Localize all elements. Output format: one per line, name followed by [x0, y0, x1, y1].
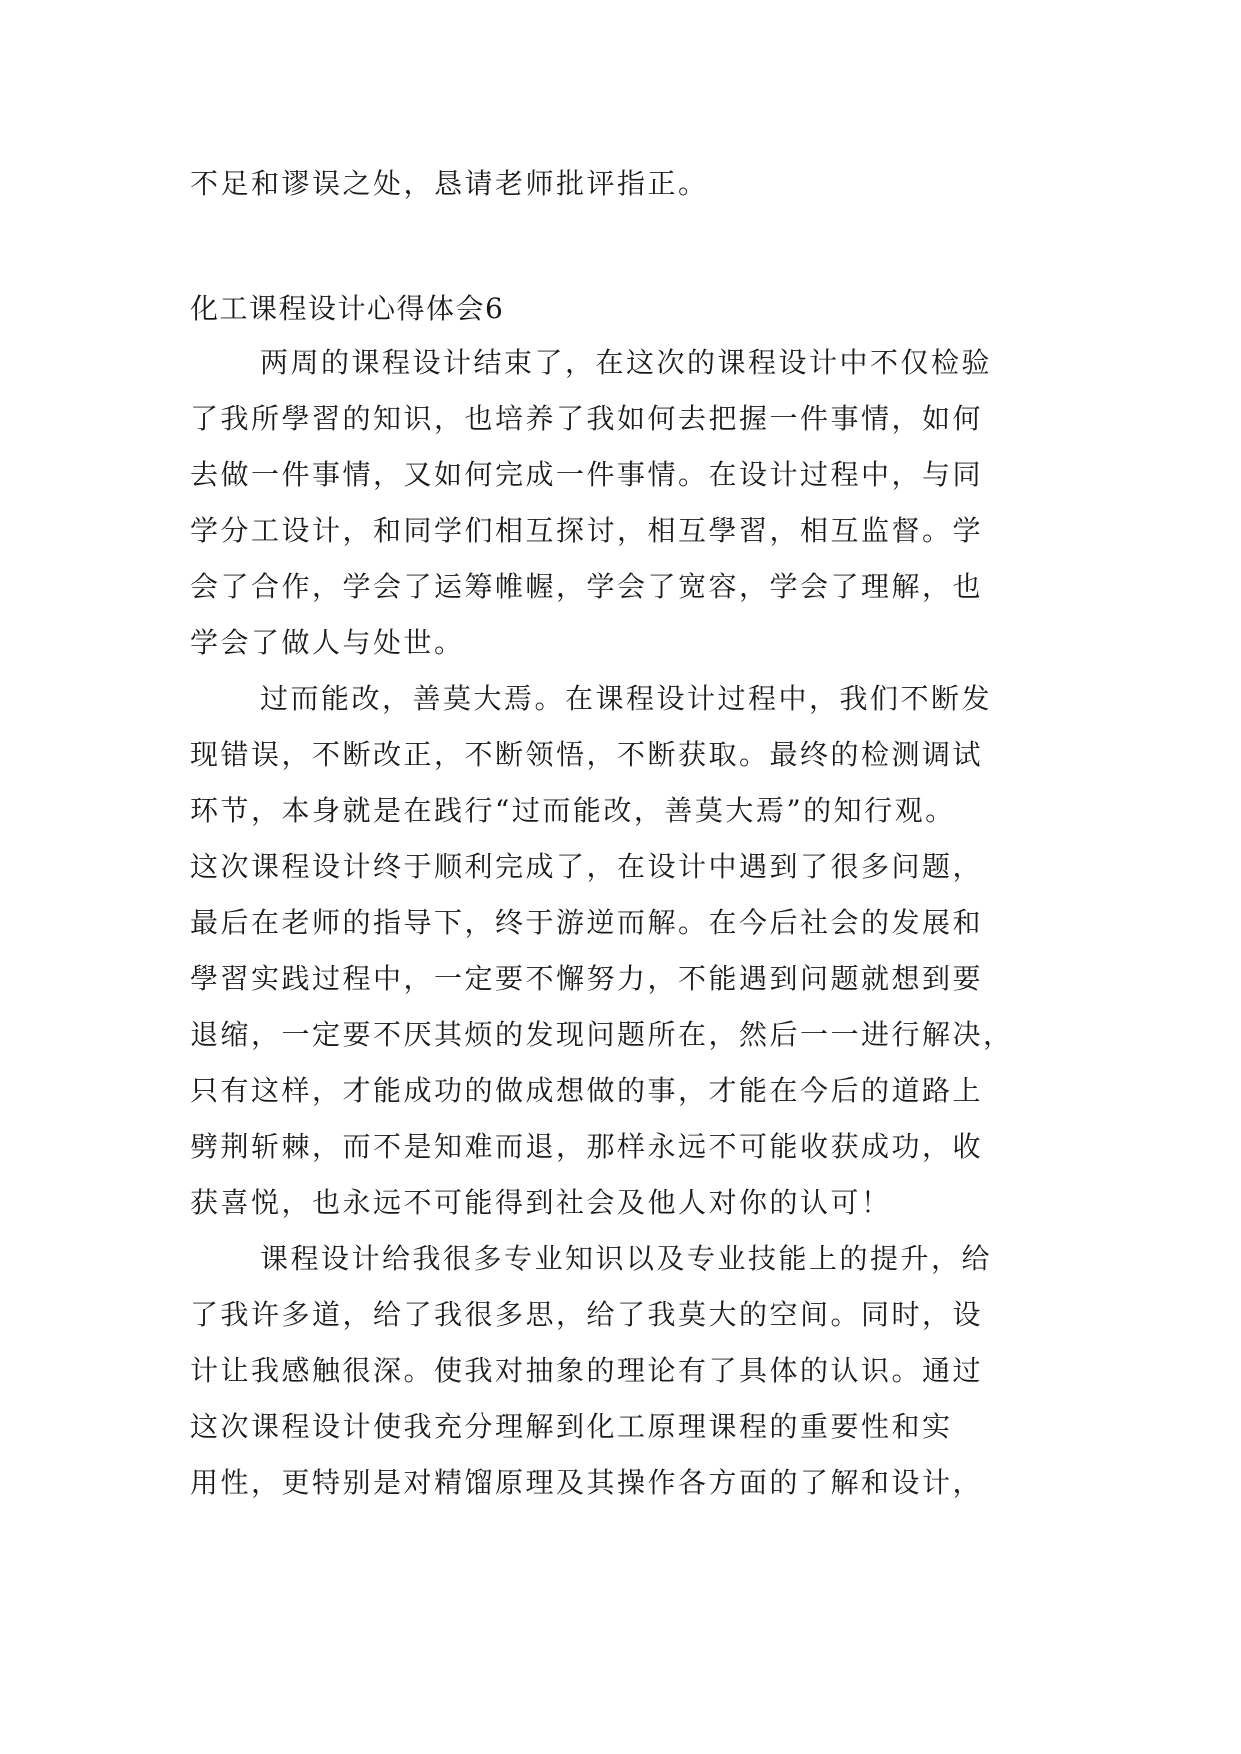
text-line: 學習实践过程中，一定要不懈努力，不能遇到问题就想到要 — [190, 962, 984, 995]
text-line: 用性，更特别是对精馏原理及其操作各方面的了解和设计， — [190, 1466, 984, 1499]
text-line: 现错误，不断改正，不断领悟，不断获取。最终的检测调试 — [190, 738, 984, 771]
text-line: 会了合作，学会了运筹帷幄，学会了宽容，学会了理解，也 — [190, 570, 984, 603]
continuation-text — [190, 156, 1050, 212]
paragraph — [190, 335, 1050, 671]
text-line: 这次课程设计终于顺利完成了，在设计中遇到了很多问题， — [190, 850, 984, 883]
text-line: 获喜悦，也永远不可能得到社会及他人对你的认可！ — [190, 1186, 892, 1219]
text-line: 学分工设计，和同学们相互探讨，相互學習，相互监督。学 — [190, 514, 984, 547]
text-line: 这次课程设计使我充分理解到化工原理课程的重要性和实 — [190, 1410, 953, 1443]
text-line: 两周的课程设计结束了，在这次的课程设计中不仅检验 — [260, 346, 993, 379]
text-line: 退缩，一定要不厌其烦的发现问题所在，然后一一进行解决， — [190, 1018, 1014, 1051]
text-line: 不足和谬误之处，恳请老师批评指正。 — [190, 167, 709, 200]
paragraph — [190, 1231, 1050, 1511]
heading-text: 化工课程设计心得体会6 — [190, 292, 505, 325]
section-heading — [190, 281, 1050, 337]
text-line: 了我许多道，给了我很多思，给了我莫大的空间。同时，设 — [190, 1298, 984, 1331]
text-line: 环节，本身就是在践行“过而能改，善莫大焉”的知行观。 — [190, 794, 956, 827]
text-line: 去做一件事情，又如何完成一件事情。在设计过程中，与同 — [190, 458, 984, 491]
body-text — [190, 335, 1050, 1511]
text-line: 劈荆斩棘，而不是知难而退，那样永远不可能收获成功，收 — [190, 1130, 984, 1163]
text-line: 学会了做人与处世。 — [190, 626, 465, 659]
text-line: 了我所學習的知识，也培养了我如何去把握一件事情，如何 — [190, 402, 984, 435]
text-line: 过而能改，善莫大焉。在课程设计过程中，我们不断发 — [260, 682, 993, 715]
text-line: 计让我感触很深。使我对抽象的理论有了具体的认识。通过 — [190, 1354, 984, 1387]
text-line: 课程设计给我很多专业知识以及专业技能上的提升，给 — [260, 1242, 993, 1275]
text-line: 只有这样，才能成功的做成想做的事，才能在今后的道路上 — [190, 1074, 984, 1107]
paragraph — [190, 671, 1050, 1231]
text-line: 最后在老师的指导下，终于游逆而解。在今后社会的发展和 — [190, 906, 984, 939]
